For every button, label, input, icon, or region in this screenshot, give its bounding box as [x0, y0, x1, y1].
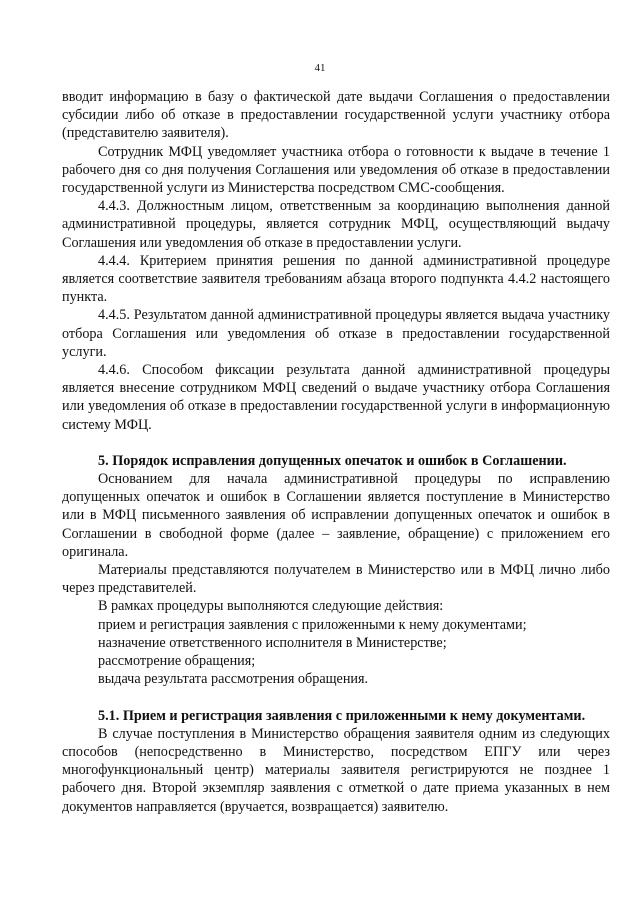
list-item: прием и регистрация заявления с приложенными к нему документами; — [98, 616, 527, 633]
paragraph: 4.4.3. Должностным лицом, ответственным за координацию выполнения данной административной процедуры, является сотрудник МФЦ, осуществляющий выдачу Соглашения или уведомления об отказе в предоставлении услуги. — [62, 198, 610, 251]
subsection-heading: 5.1. Прием и регистрация заявления с приложенными к нему документами. — [98, 707, 586, 724]
paragraph: 4.4.5. Результатом данной административной процедуры является выдача участнику отбора Соглашения или уведомления об отказе в предоставлении государственной услуги. — [62, 307, 610, 360]
paragraph: 4.4.4. Критерием принятия решения по данной административной процедуре является соответствие заявителя требованиям абзаца второго подпункта 4.4.2 настоящего пункта. — [62, 252, 610, 306]
paragraph: Основанием для начала административной процедуры по исправлению допущенных опечаток и ошибок в Соглашении является поступление в Министерство или в МФЦ письменного заявления об исправлении допущенных опечаток и ошибок в Соглашении в свободной форме (далее – заявление, обращение) с приложением его оригинала. — [62, 471, 610, 560]
paragraph: вводит информацию в базу о фактической дате выдачи Соглашения о предоставлении субсидии либо об отказе в предоставлении государственной услуги участнику отбора (представителю заявителя). — [62, 89, 610, 142]
spacer — [62, 689, 610, 707]
section-heading: 5. Порядок исправления допущенных опечаток и ошибок в Соглашении. — [98, 452, 567, 469]
list-item: выдача результата рассмотрения обращения. — [98, 671, 369, 688]
spacer — [62, 434, 610, 452]
paragraph: В рамках процедуры выполняются следующие действия: — [98, 598, 444, 615]
paragraph: Сотрудник МФЦ уведомляет участника отбора о готовности к выдаче в течение 1 рабочего дня со дня получения Соглашения или уведомления об отказе в предоставлении государственной услуги из Министерства посредством СМС-сообщения. — [62, 143, 610, 197]
page-number: 41 — [314, 62, 326, 74]
list-item: назначение ответственного исполнителя в Министерстве; — [98, 634, 447, 651]
document-body — [62, 88, 610, 816]
paragraph: Материалы представляются получателем в Министерство или в МФЦ лично либо через представителей. — [62, 562, 610, 597]
paragraph: 4.4.6. Способом фиксации результата данной административной процедуры является внесение сотрудником МФЦ сведений о выдаче участнику отбора Соглашения или уведомления об отказе в предоставлении государственной услуги в информационную систему МФЦ. — [62, 362, 610, 433]
paragraph: В случае поступления в Министерство обращения заявителя одним из следующих способов (непосредственно в Министерство, посредством ЕПГУ или через многофункциональный центр) материалы заявителя регистрируются не позднее 1 рабочего дня. Второй экземпляр заявления с отметкой о дате приема указанных в нем документов направляется (вручается, возвращается) заявителю. — [62, 725, 610, 815]
list-item: рассмотрение обращения; — [98, 653, 256, 670]
